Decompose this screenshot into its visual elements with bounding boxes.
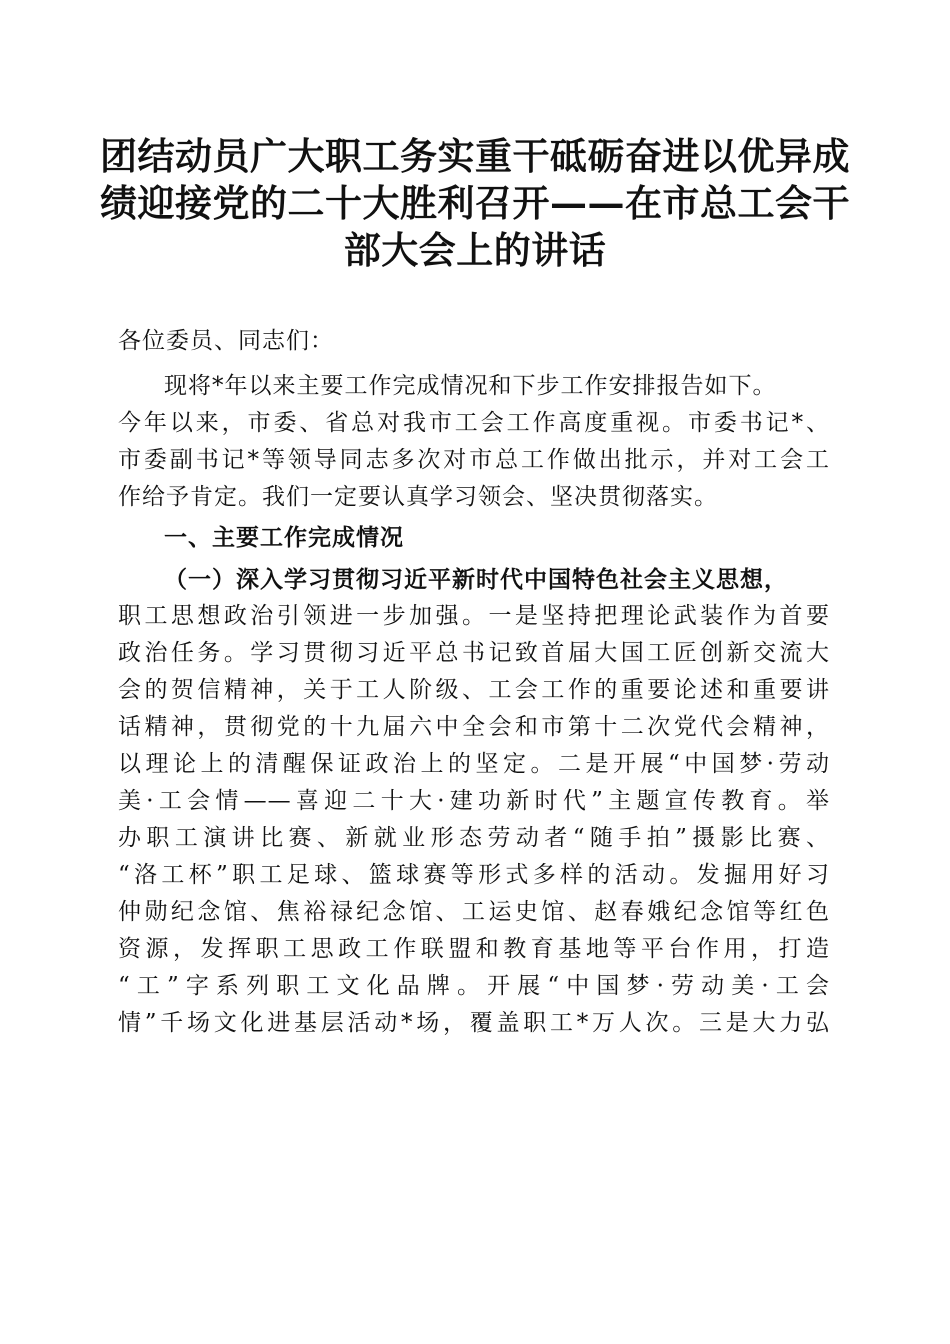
paragraph-line: 会的贺信精神，关于工人阶级、工会工作的重要论述和重要讲 xyxy=(118,677,830,703)
paragraph-line: 美·工会情——喜迎二十大·建功新时代”主题宣传教育。举 xyxy=(118,788,830,814)
document-title xyxy=(100,133,850,274)
section-heading: 一、主要工作完成情况 xyxy=(164,525,404,551)
paragraph-line: “工”字系列职工文化品牌。开展“中国梦·劳动美·工会 xyxy=(118,973,830,999)
paragraph-line: 市委副书记*等领导同志多次对市总工作做出批示，并对工会工 xyxy=(118,447,830,473)
paragraph-line: 今年以来，市委、省总对我市工会工作高度重视。市委书记*、 xyxy=(118,410,830,436)
paragraph-line: 情”千场文化进基层活动*场，覆盖职工*万人次。三是大力弘 xyxy=(118,1010,830,1036)
paragraph-line: 职工思想政治引领进一步加强。一是坚持把理论武装作为首要 xyxy=(118,603,830,629)
paragraph-line: 办职工演讲比赛、新就业形态劳动者“随手拍”摄影比赛、 xyxy=(118,825,830,851)
title-line: 绩迎接党的二十大胜利召开——在市总工会干 xyxy=(100,181,850,225)
paragraph-line: “洛工杯”职工足球、篮球赛等形式多样的活动。发掘用好习 xyxy=(118,862,830,888)
paragraph-line: 资源，发挥职工思政工作联盟和教育基地等平台作用，打造 xyxy=(118,936,830,962)
paragraph-line: 政治任务。学习贯彻习近平总书记致首届大国工匠创新交流大 xyxy=(118,640,830,666)
title-line: 部大会上的讲话 xyxy=(343,228,607,272)
paragraph-line: 现将*年以来主要工作完成情况和下步工作安排报告如下。 xyxy=(164,373,777,399)
title-line: 团结动员广大职工务实重干砥砺奋进以优异成 xyxy=(100,134,850,178)
subsection-heading-line: （一）深入学习贯彻习近平新时代中国特色社会主义思想， xyxy=(164,566,788,593)
greeting: 各位委员、同志们： xyxy=(118,328,334,354)
paragraph-line: 仲勋纪念馆、焦裕禄纪念馆、工运史馆、赵春娥纪念馆等红色 xyxy=(118,899,830,925)
paragraph-line: 作给予肯定。我们一定要认真学习领会、坚决贯彻落实。 xyxy=(118,484,718,510)
document-body xyxy=(118,323,830,1042)
paragraph-line: 以理论上的清醒保证政治上的坚定。二是开展“中国梦·劳动 xyxy=(118,751,830,777)
paragraph-line: 话精神，贯彻党的十九届六中全会和市第十二次党代会精神， xyxy=(118,714,830,740)
